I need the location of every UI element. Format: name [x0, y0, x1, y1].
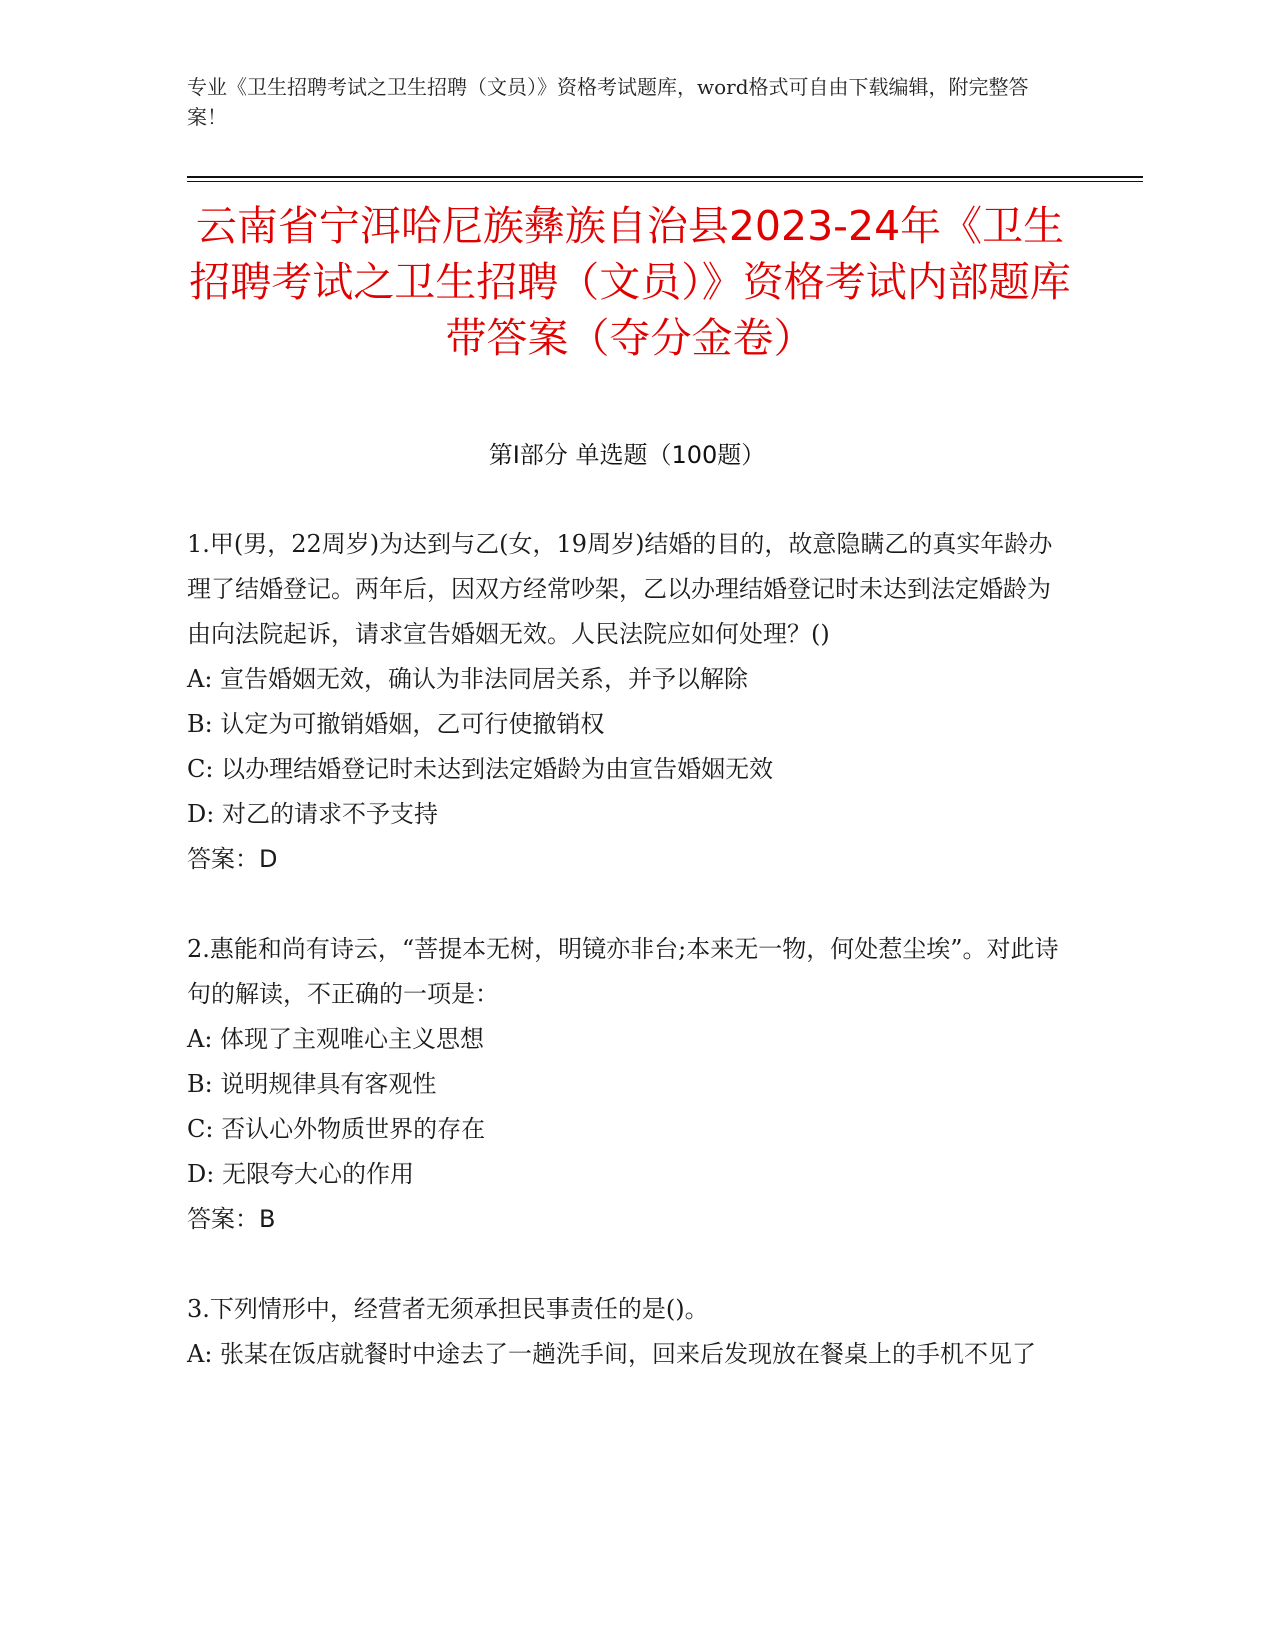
section-title: 第Ⅰ部分 单选题（100题） [488, 441, 766, 469]
question-list [187, 522, 1067, 1422]
option-a: A: 张某在饭店就餐时中途去了一趟洗手间，回来后发现放在餐桌上的手机不见了 [187, 1340, 1037, 1368]
option-d: D: 对乙的请求不予支持 [187, 800, 438, 828]
option-d: D: 无限夸大心的作用 [187, 1160, 414, 1188]
option-a: A: 宣告婚姻无效，确认为非法同居关系，并予以解除 [187, 665, 749, 693]
question-3 [187, 1287, 1067, 1377]
option-c: C: 以办理结婚登记时未达到法定婚龄为由宣告婚姻无效 [187, 755, 774, 783]
header-note: 专业《卫生招聘考试之卫生招聘（文员）》资格考试题库，word格式可自由下载编辑，附完整答案！ [187, 75, 1029, 129]
question-stem: 3.下列情形中，经营者无须承担民事责任的是()。 [187, 1295, 709, 1323]
answer: 答案：D [187, 845, 278, 873]
question-2 [187, 927, 1067, 1242]
answer: 答案：B [187, 1205, 276, 1233]
option-b: B: 认定为可撤销婚姻，乙可行使撤销权 [187, 710, 605, 738]
question-stem: 1.甲(男，22周岁)为达到与乙(女，19周岁)结婚的目的，故意隐瞒乙的真实年龄办理了结婚登记。两年后，因双方经常吵架，乙以办理结婚登记时未达到法定婚龄为由向法院起诉，请求宣告婚姻无效。人民法院应如何处理？() [187, 530, 1053, 648]
header-divider-thick [187, 176, 1143, 178]
document-title: 云南省宁洱哈尼族彝族自治县2023-24年《卫生招聘考试之卫生招聘（文员）》资格考试内部题库带答案（夺分金卷） [189, 202, 1071, 362]
header-divider-thin [187, 181, 1143, 182]
option-b: B: 说明规律具有客观性 [187, 1070, 437, 1098]
question-stem: 2.惠能和尚有诗云，“菩提本无树，明镜亦非台;本来无一物，何处惹尘埃”。对此诗句的解读，不正确的一项是： [187, 935, 1059, 1008]
option-a: A: 体现了主观唯心主义思想 [187, 1025, 485, 1053]
option-c: C: 否认心外物质世界的存在 [187, 1115, 486, 1143]
question-1 [187, 522, 1067, 882]
